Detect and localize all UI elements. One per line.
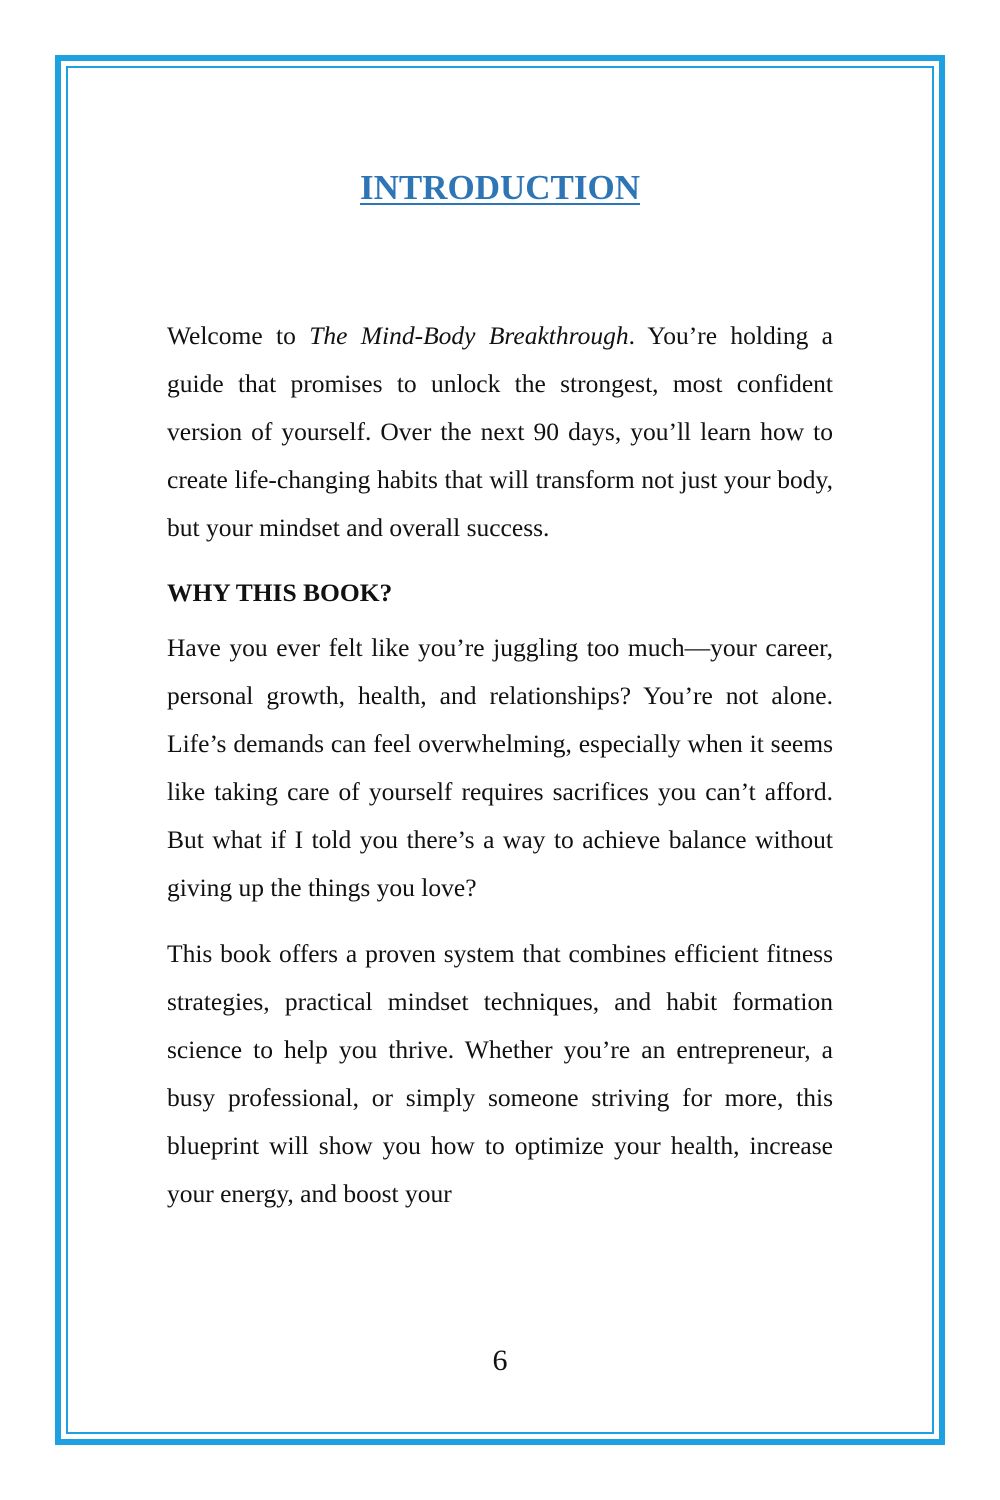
section-heading: WHY THIS BOOK? [167,578,393,607]
book-title: The Mind-Body Breakthrough [309,321,629,350]
chapter-title: INTRODUCTION [359,168,641,207]
page-number: 6 [492,1344,508,1377]
body-paragraph: This book offers a proven system that combines efficient fitness strategies, practical mindset techniques, and habit formation science to help you thrive. Whether you’re an entrepreneur, a busy professional, or simply someone striving for more, this blueprint will show you how to optimize your health, increase your energy, and boost your [167,939,833,1208]
intro-paragraph [167,312,833,552]
body-paragraph: Have you ever felt like you’re juggling too much—your career, personal growth, health, and relationships? You’re not alone. Life’s demands can feel overwhelming, especially when it seems like taking care of yourself requires sacrifices you can’t afford. But what if I told you there’s a way to achieve balance without giving up the things you love? [167,633,833,902]
page-content [167,160,833,1218]
intro-text-before: Welcome to [167,321,310,350]
intro-text-after: . You’re holding a guide that promises to unlock the strongest, most confident version of yourself. Over the next 90 days, you’ll learn how to create life-changing habits that will transform not just your body, but your mindset and overall success. [167,321,833,542]
